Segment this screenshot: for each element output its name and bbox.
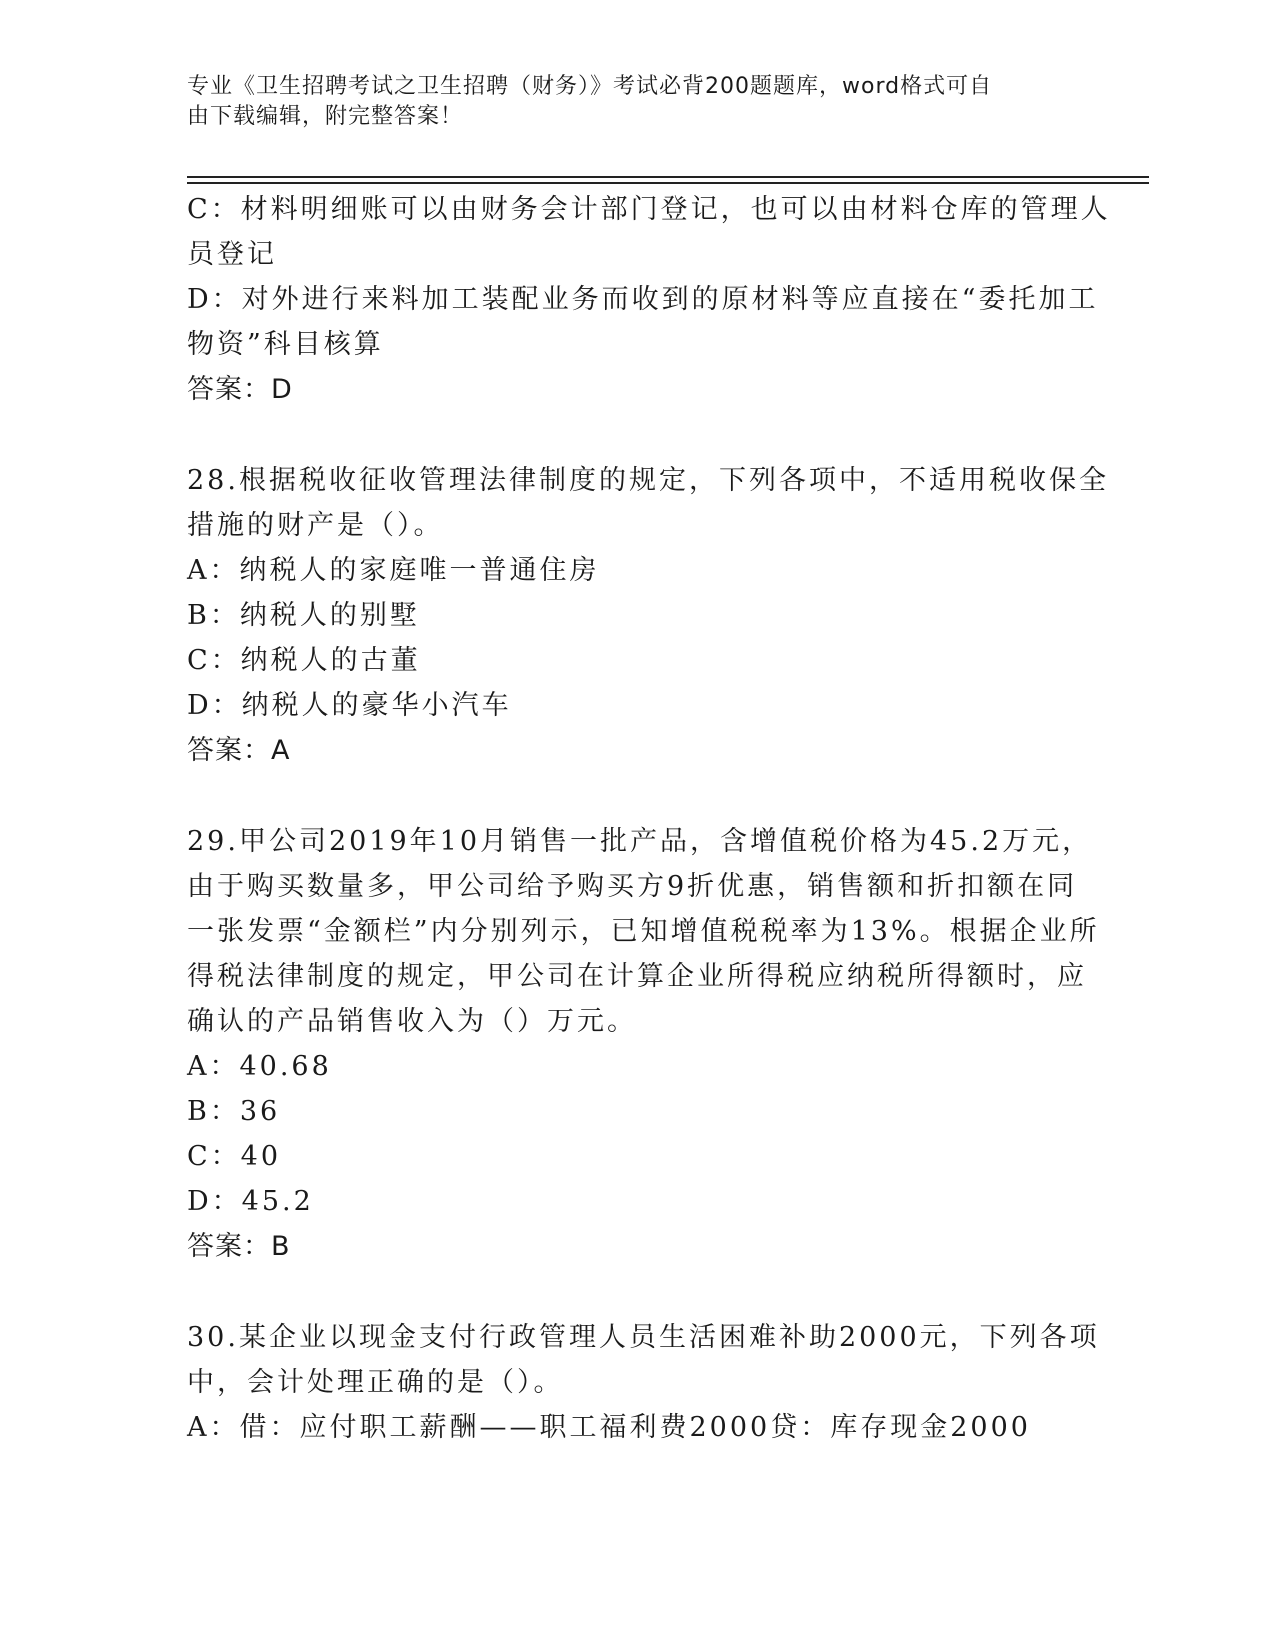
document-header	[187, 72, 1067, 132]
question-27-tail	[187, 187, 1111, 412]
spacer	[187, 1269, 1087, 1315]
option-a: A：借：应付职工薪酬——职工福利费2000贷：库存现金2000	[187, 1412, 1031, 1443]
question-stem: 30.某企业以现金支付行政管理人员生活困难补助2000元，下列各项	[187, 1322, 1100, 1353]
answer: 答案：A	[187, 735, 291, 766]
header-divider-top	[187, 176, 1149, 178]
option-c: C：纳税人的古董	[187, 645, 421, 676]
option-a: A：纳税人的家庭唯一普通住房	[187, 555, 600, 586]
question-30	[187, 1315, 1100, 1450]
question-list	[187, 187, 1111, 1450]
question-stem: 28.根据税收征收管理法律制度的规定，下列各项中，不适用税收保全	[187, 465, 1109, 496]
spacer	[187, 412, 1087, 458]
option-d: D：纳税人的豪华小汽车	[187, 690, 512, 721]
question-stem-continued: 措施的财产是（）。	[187, 510, 444, 541]
answer: 答案：D	[187, 374, 293, 405]
header-divider-bottom	[187, 182, 1149, 184]
question-28	[187, 458, 1109, 773]
header-line-2: 由下载编辑，附完整答案！	[187, 104, 464, 129]
option-d: D：45.2	[187, 1186, 314, 1217]
spacer	[187, 773, 1087, 819]
option-c: C：材料明细账可以由财务会计部门登记，也可以由材料仓库的管理人	[187, 194, 1111, 225]
question-stem-continued: 得税法律制度的规定，甲公司在计算企业所得税应纳税所得额时，应	[187, 961, 1087, 992]
question-stem-continued: 一张发票“金额栏”内分别列示，已知增值税税率为13%。根据企业所	[187, 916, 1100, 947]
option-b: B：纳税人的别墅	[187, 600, 420, 631]
question-29	[187, 819, 1100, 1269]
option-b: B：36	[187, 1096, 281, 1127]
question-stem-continued: 中，会计处理正确的是（）。	[187, 1367, 564, 1398]
option-a: A：40.68	[187, 1051, 332, 1082]
option-d-continued: 物资”科目核算	[187, 329, 384, 360]
question-stem: 29.甲公司2019年10月销售一批产品，含增值税价格为45.2万元，	[187, 826, 1093, 857]
question-stem-continued: 由于购买数量多，甲公司给予购买方9折优惠，销售额和折扣额在同	[187, 871, 1078, 902]
option-d: D：对外进行来料加工装配业务而收到的原材料等应直接在“委托加工	[187, 284, 1099, 315]
answer: 答案：B	[187, 1231, 291, 1262]
option-c: C：40	[187, 1141, 282, 1172]
option-c-continued: 员登记	[187, 239, 277, 270]
question-stem-continued: 确认的产品销售收入为（）万元。	[187, 1006, 637, 1037]
header-line-1: 专业《卫生招聘考试之卫生招聘（财务）》考试必背200题题库，word格式可自	[187, 74, 993, 99]
